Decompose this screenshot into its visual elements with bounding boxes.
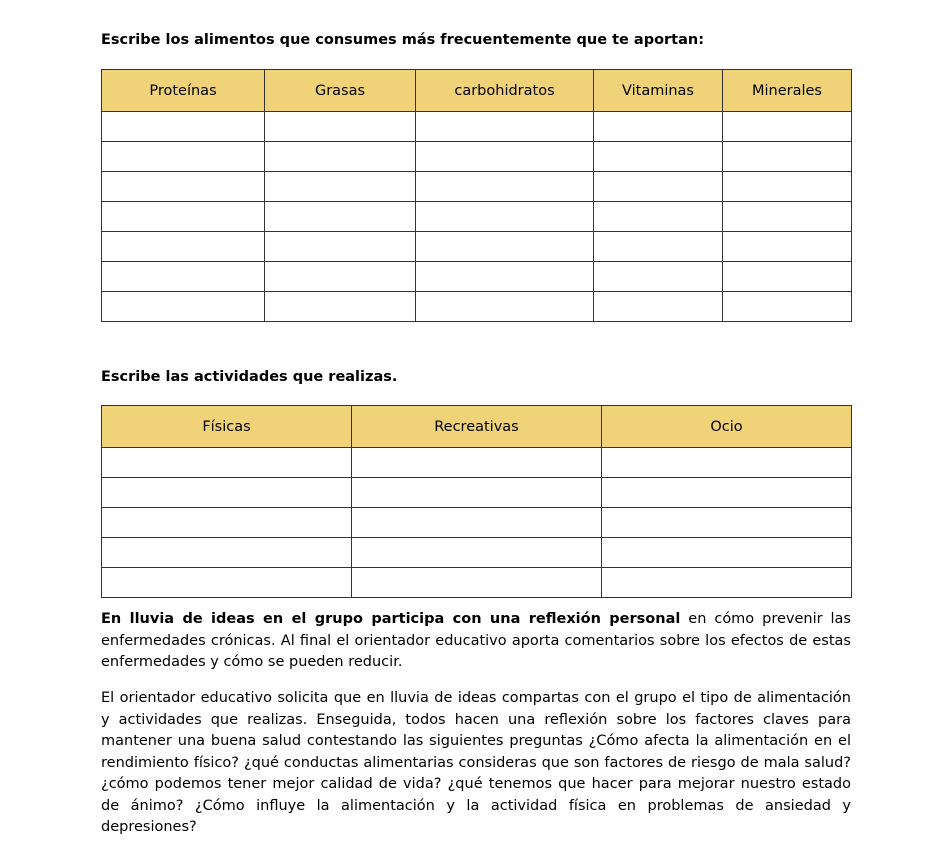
foods-table-cell[interactable] bbox=[102, 262, 265, 292]
activities-table-cell[interactable] bbox=[102, 508, 352, 538]
foods-table-cell[interactable] bbox=[416, 262, 594, 292]
foods-table-cell[interactable] bbox=[723, 172, 852, 202]
activities-table-cell[interactable] bbox=[102, 538, 352, 568]
paragraph-reflection-rest: en cómo prevenir las enfermedades crónicas. Al final el orientador educativo aporta comentarios sobre los efectos de estas enfermedades y cómo se pueden reducir. bbox=[101, 611, 851, 670]
column-header-grasas: Grasas bbox=[265, 70, 416, 112]
activities-table-cell[interactable] bbox=[352, 478, 602, 508]
activities-table-row bbox=[102, 538, 852, 568]
foods-table-cell[interactable] bbox=[594, 292, 723, 322]
foods-table-row bbox=[102, 112, 852, 142]
foods-table bbox=[101, 69, 852, 322]
foods-table-cell[interactable] bbox=[723, 112, 852, 142]
foods-table-cell[interactable] bbox=[265, 172, 416, 202]
activities-table-cell[interactable] bbox=[352, 508, 602, 538]
foods-table-cell[interactable] bbox=[265, 262, 416, 292]
foods-table-cell[interactable] bbox=[416, 172, 594, 202]
activities-table-header bbox=[102, 406, 852, 448]
section1-heading: Escribe los alimentos que consumes más frecuentemente que te aportan: bbox=[101, 32, 705, 48]
foods-table-cell[interactable] bbox=[102, 112, 265, 142]
activities-table-cell[interactable] bbox=[602, 508, 852, 538]
foods-table-cell[interactable] bbox=[416, 292, 594, 322]
foods-table-row bbox=[102, 232, 852, 262]
activities-table-cell[interactable] bbox=[602, 538, 852, 568]
column-header-fisicas: Físicas bbox=[102, 406, 352, 448]
paragraph-instructions: El orientador educativo solicita que en lluvia de ideas compartas con el grupo el tipo de alimentación y actividades que realizas. Enseguida, todos hacen una reflexión sobre los factores claves para mantener una buena salud contestando las siguientes preguntas ¿Cómo afecta la alimentación en el rendimiento físico? ¿qué conductas alimentarias consideras que son factores de riesgo de mala salud? ¿cómo podemos tener mejor calidad de vida? ¿qué tenemos que hacer para mejorar nuestro estado de ánimo? ¿Cómo influye la alimentación y la actividad física en problemas de ansiedad y depresiones? bbox=[101, 690, 851, 835]
foods-table-cell[interactable] bbox=[723, 262, 852, 292]
foods-table-cell[interactable] bbox=[723, 292, 852, 322]
foods-table-cell[interactable] bbox=[594, 232, 723, 262]
activities-table-row bbox=[102, 568, 852, 598]
section2-heading: Escribe las actividades que realizas. bbox=[101, 369, 398, 385]
foods-table-cell[interactable] bbox=[594, 172, 723, 202]
foods-table-cell[interactable] bbox=[723, 232, 852, 262]
column-header-minerales: Minerales bbox=[723, 70, 852, 112]
foods-table-cell[interactable] bbox=[102, 292, 265, 322]
column-header-recreativas: Recreativas bbox=[352, 406, 602, 448]
foods-table-cell[interactable] bbox=[723, 142, 852, 172]
foods-table-cell[interactable] bbox=[416, 112, 594, 142]
foods-table-cell[interactable] bbox=[723, 202, 852, 232]
foods-table-cell[interactable] bbox=[102, 142, 265, 172]
foods-table-cell[interactable] bbox=[416, 232, 594, 262]
foods-table-row bbox=[102, 202, 852, 232]
foods-table-cell[interactable] bbox=[594, 142, 723, 172]
activities-table-cell[interactable] bbox=[102, 478, 352, 508]
foods-table-cell[interactable] bbox=[265, 292, 416, 322]
activities-table-row bbox=[102, 508, 852, 538]
column-header-ocio: Ocio bbox=[602, 406, 852, 448]
activities-table-cell[interactable] bbox=[102, 448, 352, 478]
activities-table-cell[interactable] bbox=[602, 568, 852, 598]
foods-table-cell[interactable] bbox=[265, 232, 416, 262]
activities-table-cell[interactable] bbox=[602, 478, 852, 508]
activities-table-row bbox=[102, 448, 852, 478]
paragraph-reflection bbox=[101, 609, 851, 674]
foods-table-cell[interactable] bbox=[594, 112, 723, 142]
foods-table-row bbox=[102, 262, 852, 292]
activities-table-cell[interactable] bbox=[352, 448, 602, 478]
column-header-carbohidratos: carbohidratos bbox=[416, 70, 594, 112]
foods-table-cell[interactable] bbox=[416, 142, 594, 172]
paragraph-reflection-bold: En lluvia de ideas en el grupo participa con una reflexión personal bbox=[101, 611, 681, 627]
foods-table-cell[interactable] bbox=[102, 232, 265, 262]
column-header-vitaminas: Vitaminas bbox=[594, 70, 723, 112]
foods-table-row bbox=[102, 142, 852, 172]
foods-table-cell[interactable] bbox=[102, 172, 265, 202]
activities-table-cell[interactable] bbox=[102, 568, 352, 598]
foods-table-row bbox=[102, 292, 852, 322]
foods-table-row bbox=[102, 172, 852, 202]
foods-table-cell[interactable] bbox=[594, 262, 723, 292]
foods-table-cell[interactable] bbox=[265, 142, 416, 172]
activities-table-cell[interactable] bbox=[352, 538, 602, 568]
activities-table-row bbox=[102, 478, 852, 508]
foods-table-cell[interactable] bbox=[416, 202, 594, 232]
foods-table-cell[interactable] bbox=[265, 112, 416, 142]
foods-table-header bbox=[102, 70, 852, 112]
activities-table-cell[interactable] bbox=[352, 568, 602, 598]
activities-table bbox=[101, 405, 852, 598]
foods-table-cell[interactable] bbox=[265, 202, 416, 232]
foods-table-cell[interactable] bbox=[102, 202, 265, 232]
activities-table-cell[interactable] bbox=[602, 448, 852, 478]
column-header-proteinas: Proteínas bbox=[102, 70, 265, 112]
foods-table-cell[interactable] bbox=[594, 202, 723, 232]
